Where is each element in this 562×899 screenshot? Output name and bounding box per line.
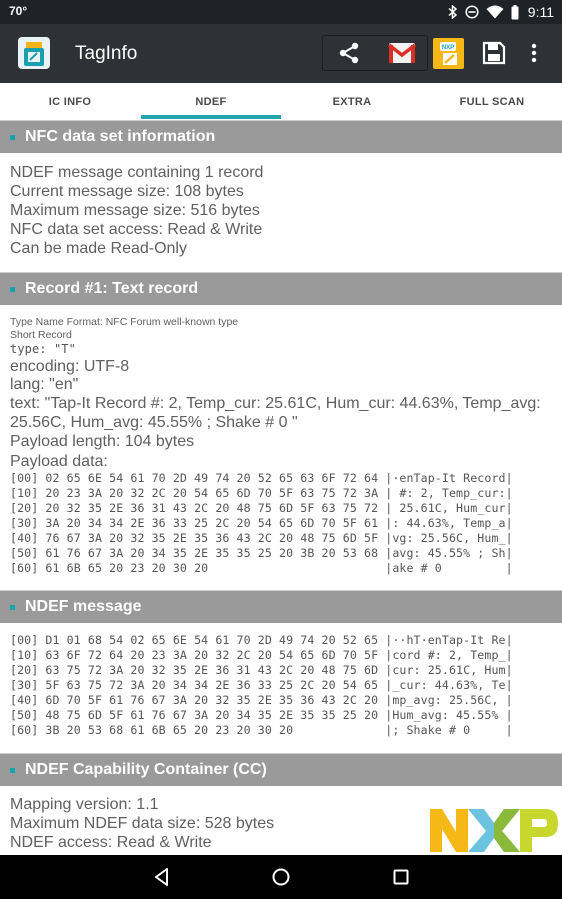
dnd-icon [465, 5, 479, 19]
nxp-taginfo-button[interactable] [433, 38, 464, 69]
hex-dump-line: [50] 61 76 67 3A 20 34 35 2E 35 35 25 20 3B 20 53 68 |avg: 45.55% ; Sh| [10, 546, 513, 560]
home-button[interactable] [268, 864, 294, 890]
hex-dump-line: [40] 6D 70 5F 61 76 67 3A 20 32 35 2E 35 36 43 2C 20 |mp_avg: 25.56C, | [10, 693, 513, 707]
info-line: Maximum message size: 516 bytes [10, 202, 260, 219]
tab-bar [0, 83, 562, 120]
record-short-record: Short Record [10, 329, 72, 341]
tab-extra[interactable]: EXTRA [332, 95, 372, 108]
hex-dump-line: [00] 02 65 6E 54 61 70 2D 49 74 20 52 65 63 6F 72 64 |·enTap-It Record| [10, 471, 513, 485]
section-bullet-icon [10, 768, 15, 773]
record-text-continued: 25.56C, Hum_avg: 45.55% ; Shake # 0 " [10, 414, 298, 431]
section-header-record-1 [0, 272, 562, 305]
share-icon [337, 41, 361, 65]
battery-icon [511, 5, 519, 20]
cc-line: Mapping version: 1.1 [10, 796, 159, 813]
record-text: text: "Tap-It Record #: 2, Temp_cur: 25.61C, Hum_cur: 44.63%, Temp_avg: [10, 395, 541, 412]
cc-line: NDEF access: Read & Write [10, 834, 212, 851]
hex-dump-line: [30] 5F 63 75 72 3A 20 34 34 2E 36 33 25 2C 20 54 65 |_cur: 44.63%, Te| [10, 678, 513, 692]
back-button[interactable] [149, 864, 175, 890]
section-bullet-icon [10, 605, 15, 610]
tab-ic-info[interactable]: IC INFO [48, 95, 92, 108]
save-icon [481, 40, 507, 66]
app-bar [0, 24, 562, 83]
more-vert-icon [531, 43, 537, 63]
record-lang: lang: "en" [10, 376, 79, 393]
nxp-taginfo-icon [433, 38, 464, 69]
cc-line: Maximum NDEF data size: 528 bytes [10, 815, 275, 832]
nxp-logo [428, 806, 560, 854]
ndef-content-scroll[interactable] [0, 120, 562, 855]
gmail-button[interactable] [376, 36, 428, 70]
hex-dump-line: [20] 63 75 72 3A 20 32 35 2E 36 31 43 2C 20 48 75 6D |cur: 25.61C, Hum| [10, 663, 513, 677]
app-title: TagInfo [75, 43, 138, 64]
section-header-capability-container [0, 753, 562, 786]
share-button[interactable] [323, 36, 375, 70]
tab-full-scan[interactable]: FULL SCAN [459, 95, 525, 108]
save-button[interactable] [481, 40, 507, 66]
share-actions-group [322, 35, 428, 71]
hex-dump-line: [60] 3B 20 53 68 61 6B 65 20 23 20 30 20 |; Shake # 0 | [10, 723, 513, 737]
section-bullet-icon [10, 287, 15, 292]
section-title: Record #1: Text record [25, 280, 199, 297]
hex-dump-line: [10] 63 6F 72 64 20 23 3A 20 32 2C 20 54 65 6D 70 5F |cord #: 2, Temp_| [10, 648, 513, 662]
svg-text:NXP: NXP [441, 45, 455, 51]
record-type: type: "T" [10, 342, 76, 356]
tab-ndef[interactable]: NDEF [195, 95, 227, 108]
wifi-icon [486, 5, 504, 19]
section-bullet-icon [10, 135, 15, 140]
recents-button[interactable] [388, 864, 414, 890]
info-line: Can be made Read-Only [10, 240, 187, 257]
info-line: Current message size: 108 bytes [10, 183, 244, 200]
record-payload-label: Payload data: [10, 453, 108, 470]
hex-dump-line: [40] 76 67 3A 20 32 35 2E 35 36 43 2C 20 48 75 6D 5F |vg: 25.56C, Hum_| [10, 531, 513, 545]
status-icons [448, 3, 554, 21]
tab-selected-indicator [141, 115, 281, 119]
hex-dump-line: [20] 20 32 35 2E 36 31 43 2C 20 48 75 6D 5F 63 75 72 | 25.61C, Hum_cur| [10, 501, 513, 515]
navigation-bar [0, 855, 562, 899]
section-header-ndef-message [0, 590, 562, 623]
hex-dump-line: [30] 3A 20 34 34 2E 36 33 25 2C 20 54 65 6D 70 5F 61 |: 44.63%, Temp_a| [10, 516, 513, 530]
info-line: NDEF message containing 1 record [10, 164, 264, 181]
more-options-button[interactable] [522, 38, 546, 68]
status-time: 9:11 [527, 4, 554, 20]
hex-dump-line: [00] D1 01 68 54 02 65 6E 54 61 70 2D 49 74 20 52 65 |··hT·enTap-It Re| [10, 633, 513, 647]
gmail-icon [388, 42, 416, 64]
section-title: NDEF Capability Container (CC) [25, 761, 267, 778]
back-icon [152, 867, 172, 887]
hex-dump-line: [10] 20 23 3A 20 32 2C 20 54 65 6D 70 5F 63 75 72 3A | #: 2, Temp_cur:| [10, 486, 513, 500]
taginfo-app-icon [18, 37, 50, 69]
record-encoding: encoding: UTF-8 [10, 358, 130, 375]
info-line: NFC data set access: Read & Write [10, 221, 263, 238]
hex-dump-line: [50] 48 75 6D 5F 61 76 67 3A 20 34 35 2E 35 35 25 20 |Hum_avg: 45.55% | [10, 708, 513, 722]
section-title: NDEF message [25, 598, 142, 615]
record-tnf: Type Name Format: NFC Forum well-known type [10, 316, 239, 328]
status-bar [0, 0, 562, 24]
home-icon [271, 867, 291, 887]
bluetooth-icon [448, 5, 458, 19]
hex-dump-line: [60] 61 6B 65 20 23 20 30 20 |ake # 0 | [10, 561, 513, 575]
section-header-nfc-info [0, 120, 562, 153]
record-payload-length: Payload length: 104 bytes [10, 433, 195, 450]
section-title: NFC data set information [25, 128, 216, 145]
status-temperature: 70° [9, 4, 28, 18]
recents-icon [391, 867, 411, 887]
